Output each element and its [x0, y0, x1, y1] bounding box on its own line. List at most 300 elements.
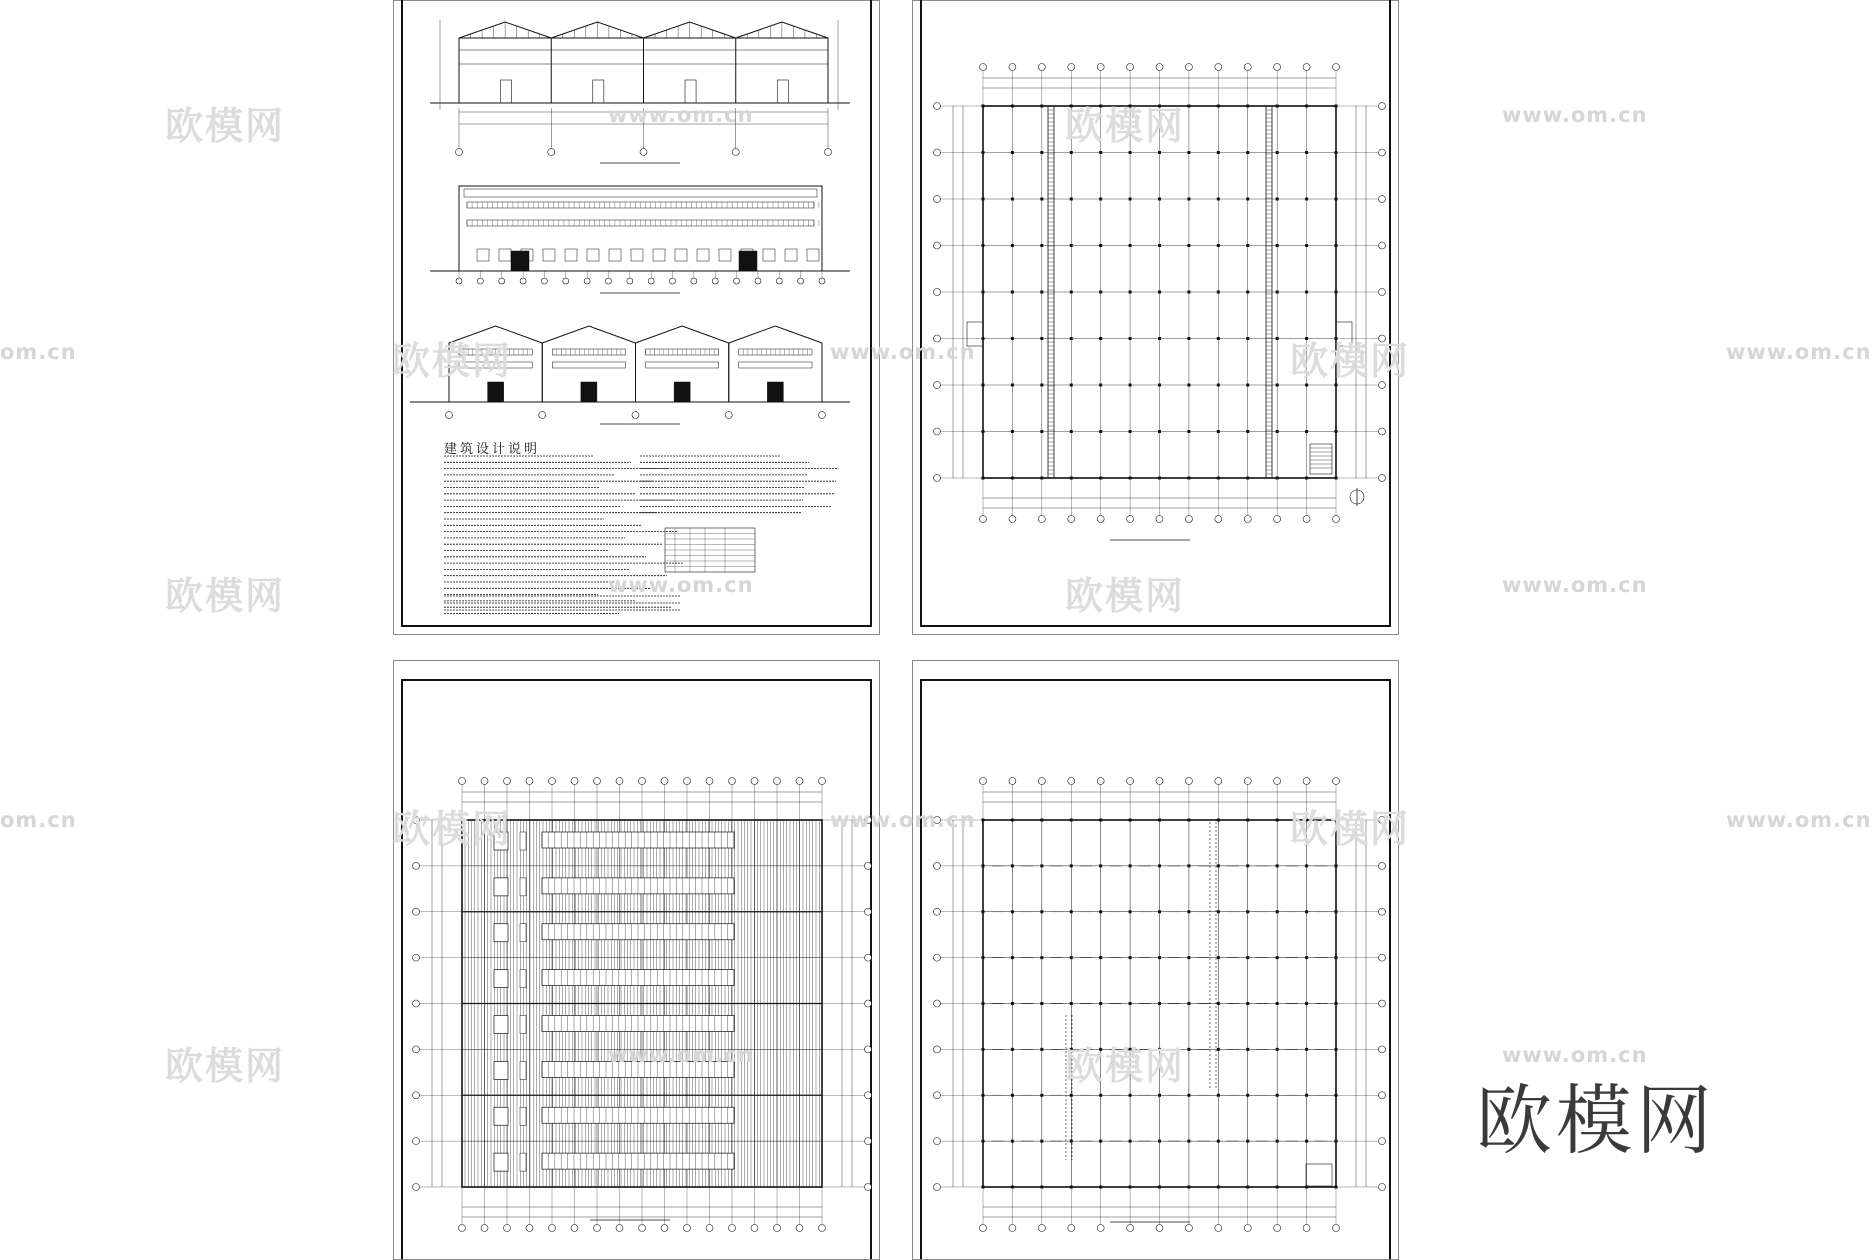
axis-bubble [539, 412, 546, 419]
axis-bubble [616, 1225, 623, 1232]
column-mark [1099, 1094, 1102, 1097]
axis-bubble [934, 908, 941, 915]
column-mark [1129, 956, 1132, 959]
column-mark [1158, 151, 1161, 154]
column-mark [1158, 1140, 1161, 1143]
axis-bubble [934, 817, 941, 824]
axis-bubble [1379, 954, 1386, 961]
watermark-url: om.cn [0, 340, 77, 364]
axis-bubble [1038, 64, 1045, 71]
roof-vent [520, 924, 526, 942]
window [477, 249, 489, 261]
axis-bubble [825, 149, 832, 156]
window [609, 249, 621, 261]
column-mark [1011, 956, 1014, 959]
column-mark [1158, 291, 1161, 294]
axis-bubble [639, 1225, 646, 1232]
roof-vent [520, 1153, 526, 1171]
window-band [552, 362, 625, 368]
axis-bubble [1068, 64, 1075, 71]
door-opening [581, 382, 597, 402]
axis-bubble [413, 817, 420, 824]
column-mark [1070, 1048, 1073, 1051]
column-mark [1187, 956, 1190, 959]
column-mark [1070, 864, 1073, 867]
axis-bubble [1215, 64, 1222, 71]
column-mark [1246, 1140, 1249, 1143]
column-mark [1305, 198, 1308, 201]
axis-bubble [1038, 516, 1045, 523]
window [785, 249, 797, 261]
axis-bubble [1097, 516, 1104, 523]
column-mark [1158, 384, 1161, 387]
column-mark [1011, 244, 1014, 247]
axis-bubble [1333, 1225, 1340, 1232]
axis-bubble [571, 1225, 578, 1232]
column-mark [1099, 198, 1102, 201]
column-mark [1011, 864, 1014, 867]
column-mark [1276, 864, 1279, 867]
watermark-url: www.om.cn [1502, 1043, 1648, 1067]
axis-bubble [865, 1046, 872, 1053]
axis-bubble [1379, 335, 1386, 342]
window [587, 249, 599, 261]
axis-bubble [1127, 64, 1134, 71]
window [697, 249, 709, 261]
watermark-url: www.om.cn [1502, 103, 1648, 127]
column-mark [1217, 1002, 1220, 1005]
axis-bubble [548, 149, 555, 156]
pit [1306, 1164, 1332, 1186]
column-mark [1040, 244, 1043, 247]
axis-bubble [413, 862, 420, 869]
axis-bubble [1038, 1225, 1045, 1232]
roof-vent [520, 1061, 526, 1079]
column-mark [1276, 384, 1279, 387]
roof-band [464, 189, 817, 197]
axis-bubble [1274, 1225, 1281, 1232]
axis-bubble [1185, 516, 1192, 523]
column-mark [1246, 337, 1249, 340]
roof-vent [494, 970, 508, 988]
axis-bubble [865, 817, 872, 824]
column-mark [1070, 1002, 1073, 1005]
column-mark [1099, 430, 1102, 433]
axis-bubble [729, 1225, 736, 1232]
column-mark [1158, 1002, 1161, 1005]
column-mark [1099, 244, 1102, 247]
axis-bubble [1379, 908, 1386, 915]
column-mark [1187, 291, 1190, 294]
axis-bubble [1009, 516, 1016, 523]
column-mark [1129, 1140, 1132, 1143]
watermark-url: www.om.cn [608, 103, 754, 127]
axis-bubble [456, 278, 462, 284]
column-mark [1276, 337, 1279, 340]
column-mark [1276, 1002, 1279, 1005]
axis-bubble [661, 778, 668, 785]
column-mark [1217, 291, 1220, 294]
column-mark [1040, 151, 1043, 154]
axis-bubble [1097, 64, 1104, 71]
column-mark [1276, 151, 1279, 154]
column-mark [1217, 1140, 1220, 1143]
column-mark [1099, 864, 1102, 867]
axis-bubble [1379, 1046, 1386, 1053]
column-mark [1246, 151, 1249, 154]
column-mark [1040, 198, 1043, 201]
axis-bubble [980, 1225, 987, 1232]
axis-bubble [934, 289, 941, 296]
window [675, 249, 687, 261]
window-band [459, 362, 532, 368]
column-mark [1011, 291, 1014, 294]
stair [1310, 444, 1332, 474]
window [565, 249, 577, 261]
column-mark [1246, 244, 1249, 247]
axis-bubble [413, 1000, 420, 1007]
axis-bubble [1333, 64, 1340, 71]
axis-bubble [776, 278, 782, 284]
column-mark [1305, 384, 1308, 387]
axis-bubble [1038, 778, 1045, 785]
column-mark [1040, 956, 1043, 959]
axis-bubble [980, 64, 987, 71]
axis-bubble [1215, 516, 1222, 523]
column-mark [1040, 1094, 1043, 1097]
watermark-brand: 欧模网 [392, 339, 513, 383]
axis-bubble [934, 1000, 941, 1007]
axis-bubble [934, 428, 941, 435]
column-mark [1217, 151, 1220, 154]
axis-bubble [934, 1138, 941, 1145]
column-mark [1158, 198, 1161, 201]
roof-vent [494, 832, 508, 850]
watermark-url: www.om.cn [830, 808, 976, 832]
column-mark [1217, 1048, 1220, 1051]
axis-bubble [1379, 475, 1386, 482]
axis-bubble [499, 278, 505, 284]
axis-bubble [446, 412, 453, 419]
column-mark [1099, 291, 1102, 294]
watermark-brand: 欧模网 [1065, 1044, 1186, 1088]
watermark-url: www.om.cn [608, 573, 754, 597]
axis-bubble [1127, 516, 1134, 523]
column-mark [1040, 864, 1043, 867]
column-mark [1246, 910, 1249, 913]
axis-bubble [632, 412, 639, 419]
column-mark [1070, 956, 1073, 959]
roof-vent [494, 1061, 508, 1079]
column-mark [1217, 244, 1220, 247]
watermark-brand: 欧模网 [165, 104, 286, 148]
axis-bubble [734, 278, 740, 284]
column-mark [1158, 430, 1161, 433]
roof-vent [494, 1107, 508, 1125]
column-mark [1040, 910, 1043, 913]
axis-bubble [413, 1184, 420, 1191]
column-mark [1070, 291, 1073, 294]
column-mark [1099, 384, 1102, 387]
column-mark [1217, 956, 1220, 959]
door-opening [685, 80, 696, 103]
roof-vent [520, 832, 526, 850]
door-opening [767, 382, 783, 402]
brand-logo: 欧模网 [1476, 1076, 1716, 1165]
column-mark [1011, 1048, 1014, 1051]
axis-bubble [571, 778, 578, 785]
column-mark [1217, 910, 1220, 913]
axis-bubble [934, 1092, 941, 1099]
axis-bubble [661, 1225, 668, 1232]
window [631, 249, 643, 261]
door-opening [777, 80, 788, 103]
column-mark [1217, 337, 1220, 340]
axis-bubble [934, 1046, 941, 1053]
axis-bubble [1303, 64, 1310, 71]
column-mark [1305, 956, 1308, 959]
axis-bubble [605, 278, 611, 284]
column-mark [1305, 864, 1308, 867]
column-mark [1246, 1048, 1249, 1051]
column-mark [1129, 864, 1132, 867]
axis-bubble [1274, 64, 1281, 71]
column-mark [1276, 244, 1279, 247]
window-band [646, 362, 719, 368]
axis-bubble [1127, 1225, 1134, 1232]
axis-bubble [1185, 64, 1192, 71]
axis-bubble [1379, 242, 1386, 249]
column-mark [1246, 1002, 1249, 1005]
axis-bubble [1068, 516, 1075, 523]
column-mark [1305, 291, 1308, 294]
watermark-brand: 欧模网 [1290, 807, 1411, 851]
column-mark [1099, 1140, 1102, 1143]
axis-bubble [796, 778, 803, 785]
axis-bubble [1333, 778, 1340, 785]
axis-bubble [751, 778, 758, 785]
column-mark [1070, 1094, 1073, 1097]
column-mark [1129, 384, 1132, 387]
column-mark [1070, 337, 1073, 340]
window [719, 249, 731, 261]
axis-bubble [541, 278, 547, 284]
window [653, 249, 665, 261]
column-mark [1305, 1002, 1308, 1005]
axis-bubble [1274, 516, 1281, 523]
axis-bubble [819, 1225, 826, 1232]
watermark-url: www.om.cn [1726, 808, 1872, 832]
axis-bubble [1379, 817, 1386, 824]
column-mark [1246, 864, 1249, 867]
column-mark [1011, 1002, 1014, 1005]
axis-bubble [865, 1092, 872, 1099]
axis-bubble [934, 103, 941, 110]
column-mark [1099, 151, 1102, 154]
axis-bubble [1215, 1225, 1222, 1232]
axis-bubble [526, 1225, 533, 1232]
axis-bubble [819, 412, 826, 419]
column-mark [1246, 198, 1249, 201]
axis-bubble [1379, 1000, 1386, 1007]
column-mark [1099, 1002, 1102, 1005]
column-mark [1276, 291, 1279, 294]
axis-bubble [413, 908, 420, 915]
axis-bubble [865, 1138, 872, 1145]
axis-bubble [1215, 778, 1222, 785]
column-mark [1011, 1140, 1014, 1143]
axis-bubble [798, 278, 804, 284]
axis-bubble [865, 1000, 872, 1007]
axis-bubble [1068, 1225, 1075, 1232]
column-mark [1011, 430, 1014, 433]
watermark-brand: 欧模网 [165, 574, 286, 618]
column-mark [1158, 1048, 1161, 1051]
axis-bubble [1097, 778, 1104, 785]
axis-bubble [413, 1046, 420, 1053]
axis-bubble [413, 1138, 420, 1145]
axis-bubble [865, 862, 872, 869]
door-opening [1336, 322, 1352, 346]
axis-bubble [934, 1184, 941, 1191]
roof-vent [494, 1016, 508, 1034]
column-mark [1187, 910, 1190, 913]
axis-bubble [865, 908, 872, 915]
axis-bubble [1379, 1092, 1386, 1099]
axis-bubble [520, 278, 526, 284]
column-mark [1187, 1094, 1190, 1097]
axis-bubble [1156, 778, 1163, 785]
axis-bubble [1156, 64, 1163, 71]
column-mark [1187, 337, 1190, 340]
axis-bubble [1185, 778, 1192, 785]
roof-vent [520, 1016, 526, 1034]
column-mark [1158, 910, 1161, 913]
column-mark [1070, 151, 1073, 154]
axis-bubble [504, 1225, 511, 1232]
axis-bubble [594, 1225, 601, 1232]
axis-bubble [640, 149, 647, 156]
column-mark [1099, 337, 1102, 340]
axis-bubble [865, 1184, 872, 1191]
column-mark [1011, 1094, 1014, 1097]
column-mark [1129, 198, 1132, 201]
axis-bubble [934, 149, 941, 156]
axis-bubble [549, 1225, 556, 1232]
axis-bubble [934, 335, 941, 342]
column-mark [1158, 864, 1161, 867]
column-mark [1070, 430, 1073, 433]
door-opening [593, 80, 604, 103]
column-mark [1099, 956, 1102, 959]
axis-bubble [1379, 289, 1386, 296]
column-mark [1246, 384, 1249, 387]
roof-vent [494, 924, 508, 942]
axis-bubble [481, 778, 488, 785]
axis-bubble [706, 778, 713, 785]
watermark-url: www.om.cn [1726, 340, 1872, 364]
axis-bubble [980, 778, 987, 785]
axis-bubble [706, 1225, 713, 1232]
column-mark [1129, 291, 1132, 294]
watermark-url: www.om.cn [608, 1043, 754, 1067]
watermark-brand: 欧模网 [1065, 104, 1186, 148]
roof-vent [494, 878, 508, 896]
column-mark [1040, 1048, 1043, 1051]
column-mark [1070, 244, 1073, 247]
axis-bubble [729, 778, 736, 785]
column-mark [1187, 244, 1190, 247]
watermark-brand: 欧模网 [1065, 574, 1186, 618]
axis-bubble [1379, 382, 1386, 389]
column-mark [1187, 1140, 1190, 1143]
axis-bubble [456, 149, 463, 156]
column-mark [1217, 1094, 1220, 1097]
column-mark [1246, 291, 1249, 294]
column-mark [1158, 244, 1161, 247]
window [763, 249, 775, 261]
column-mark [1276, 1140, 1279, 1143]
column-mark [1011, 198, 1014, 201]
window [499, 249, 511, 261]
axis-bubble [1244, 778, 1251, 785]
column-mark [1099, 910, 1102, 913]
axis-bubble [1244, 64, 1251, 71]
axis-bubble [563, 278, 569, 284]
axis-bubble [796, 1225, 803, 1232]
column-mark [1187, 1002, 1190, 1005]
axis-bubble [1379, 149, 1386, 156]
column-mark [1246, 1094, 1249, 1097]
axis-bubble [639, 778, 646, 785]
watermark-brand: 欧模网 [392, 807, 513, 851]
axis-bubble [691, 278, 697, 284]
column-mark [1187, 151, 1190, 154]
roof-vent [520, 1107, 526, 1125]
column-mark [1011, 384, 1014, 387]
axis-bubble [1379, 1184, 1386, 1191]
column-mark [1305, 910, 1308, 913]
axis-bubble [1156, 516, 1163, 523]
axis-bubble [1379, 196, 1386, 203]
column-mark [1129, 337, 1132, 340]
column-mark [1040, 1140, 1043, 1143]
door-opening [739, 251, 757, 271]
axis-bubble [1127, 778, 1134, 785]
column-mark [1305, 1140, 1308, 1143]
axis-bubble [732, 149, 739, 156]
axis-bubble [751, 1225, 758, 1232]
column-mark [1070, 1140, 1073, 1143]
axis-bubble [1185, 1225, 1192, 1232]
axis-bubble [865, 954, 872, 961]
column-mark [1099, 1048, 1102, 1051]
watermark-url: www.om.cn [830, 340, 976, 364]
axis-bubble [1097, 1225, 1104, 1232]
axis-bubble [481, 1225, 488, 1232]
axis-bubble [774, 1225, 781, 1232]
column-mark [1305, 1048, 1308, 1051]
axis-bubble [934, 862, 941, 869]
column-mark [1276, 1048, 1279, 1051]
column-mark [1246, 430, 1249, 433]
axis-bubble [725, 412, 732, 419]
design-notes-title: 建筑设计说明 [444, 442, 541, 457]
column-mark [1158, 1094, 1161, 1097]
axis-bubble [1156, 1225, 1163, 1232]
axis-bubble [413, 954, 420, 961]
axis-bubble [684, 778, 691, 785]
